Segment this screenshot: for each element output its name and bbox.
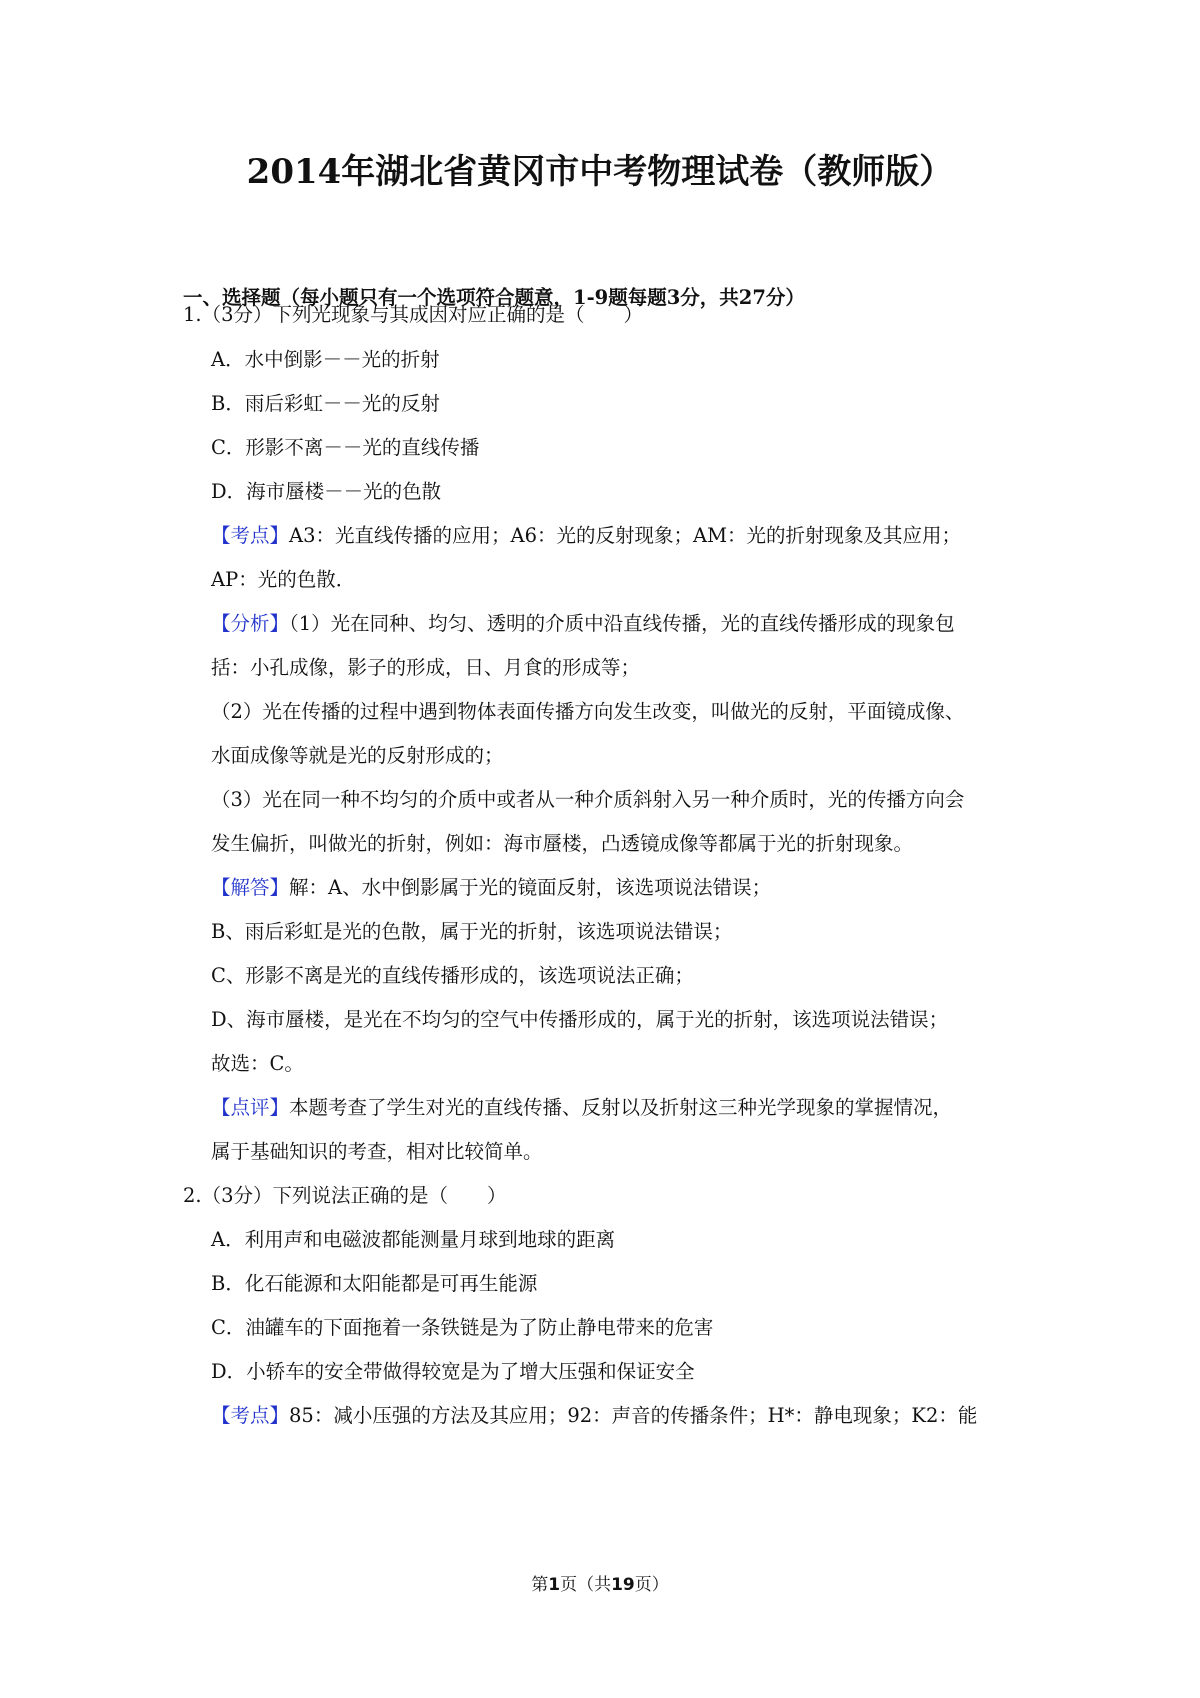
q1-jieda-line-1 [211, 873, 771, 903]
footer-middle: 页（共 [560, 1575, 612, 1595]
dianping-text: 本题考查了学生对光的直线传播、反射以及折射这三种光学现象的掌握情况， [289, 1096, 953, 1119]
footer-suffix: 页） [634, 1575, 669, 1595]
q2-option-a: A．利用声和电磁波都能测量月球到地球的距离 [211, 1228, 616, 1251]
q1-fenxi-line-1 [211, 609, 955, 639]
q1-jieda-line-5: 故选：C。 [211, 1052, 304, 1075]
kaodian-tag: 【考点】 [211, 1404, 290, 1427]
fenxi-tag: 【分析】 [211, 612, 290, 635]
question-1-stem: 1.（3分）下列光现象与其成因对应正确的是（ ） [183, 303, 644, 326]
q1-jieda-line-2: B、雨后彩虹是光的色散，属于光的折射，该选项说法错误； [211, 920, 733, 943]
q1-fenxi-line-2: 括：小孔成像，影子的形成，日、月食的形成等； [211, 656, 641, 679]
kaodian-tag: 【考点】 [211, 524, 290, 547]
q1-fenxi-line-3: （2）光在传播的过程中遇到物体表面传播方向发生改变，叫做光的反射，平面镜成像、 [211, 700, 965, 723]
jieda-text: 解：A、水中倒影属于光的镜面反射，该选项说法错误； [289, 876, 772, 899]
question-2-stem: 2.（3分）下列说法正确的是（ ） [183, 1184, 507, 1207]
jieda-tag: 【解答】 [211, 876, 290, 899]
section-heading: 一、选择题（每小题只有一个选项符合题意，1-9题每题3分，共27分） [183, 286, 805, 309]
kaodian-text: 85：减小压强的方法及其应用；92：声音的传播条件；H*：静电现象；K2：能 [289, 1404, 978, 1427]
q1-dianping-line-2: 属于基础知识的考查，相对比较简单。 [211, 1140, 543, 1163]
q1-fenxi-line-6: 发生偏折，叫做光的折射，例如：海市蜃楼，凸透镜成像等都属于光的折射现象。 [211, 832, 914, 855]
q1-dianping-line-1 [211, 1093, 952, 1123]
q1-jieda-line-4: D、海市蜃楼，是光在不均匀的空气中传播形成的，属于光的折射，该选项说法错误； [211, 1008, 949, 1031]
q1-option-c: C．形影不离－－光的直线传播 [211, 436, 480, 459]
q1-jieda-line-3: C、形影不离是光的直线传播形成的，该选项说法正确； [211, 964, 694, 987]
footer-prefix: 第 [531, 1575, 549, 1595]
kaodian-text: A3：光直线传播的应用；A6：光的反射现象；AM：光的折射现象及其应用； [289, 524, 962, 547]
page-footer [0, 1573, 1200, 1597]
page-number: 1 [548, 1575, 561, 1595]
q2-option-d: D．小轿车的安全带做得较宽是为了增大压强和保证安全 [211, 1360, 695, 1383]
document-title: 2014年湖北省黄冈市中考物理试卷（教师版） [246, 152, 954, 192]
q2-kaodian-line-1 [211, 1401, 977, 1431]
q2-option-c: C．油罐车的下面拖着一条铁链是为了防止静电带来的危害 [211, 1316, 714, 1339]
q1-fenxi-line-5: （3）光在同一种不均匀的介质中或者从一种介质斜射入另一种介质时，光的传播方向会 [211, 788, 965, 811]
q1-fenxi-line-4: 水面成像等就是光的反射形成的； [211, 744, 504, 767]
q1-kaodian-line-1 [211, 521, 961, 551]
fenxi-text: （1）光在同种、均匀、透明的介质中沿直线传播，光的直线传播形成的现象包 [289, 612, 955, 635]
q1-option-b: B．雨后彩虹－－光的反射 [211, 392, 440, 415]
q1-option-d: D．海市蜃楼－－光的色散 [211, 480, 442, 503]
dianping-tag: 【点评】 [211, 1096, 290, 1119]
page-total: 19 [611, 1575, 635, 1595]
q1-option-a: A．水中倒影－－光的折射 [211, 348, 440, 371]
q1-kaodian-line-2: AP：光的色散． [211, 568, 356, 591]
q2-option-b: B．化石能源和太阳能都是可再生能源 [211, 1272, 538, 1295]
